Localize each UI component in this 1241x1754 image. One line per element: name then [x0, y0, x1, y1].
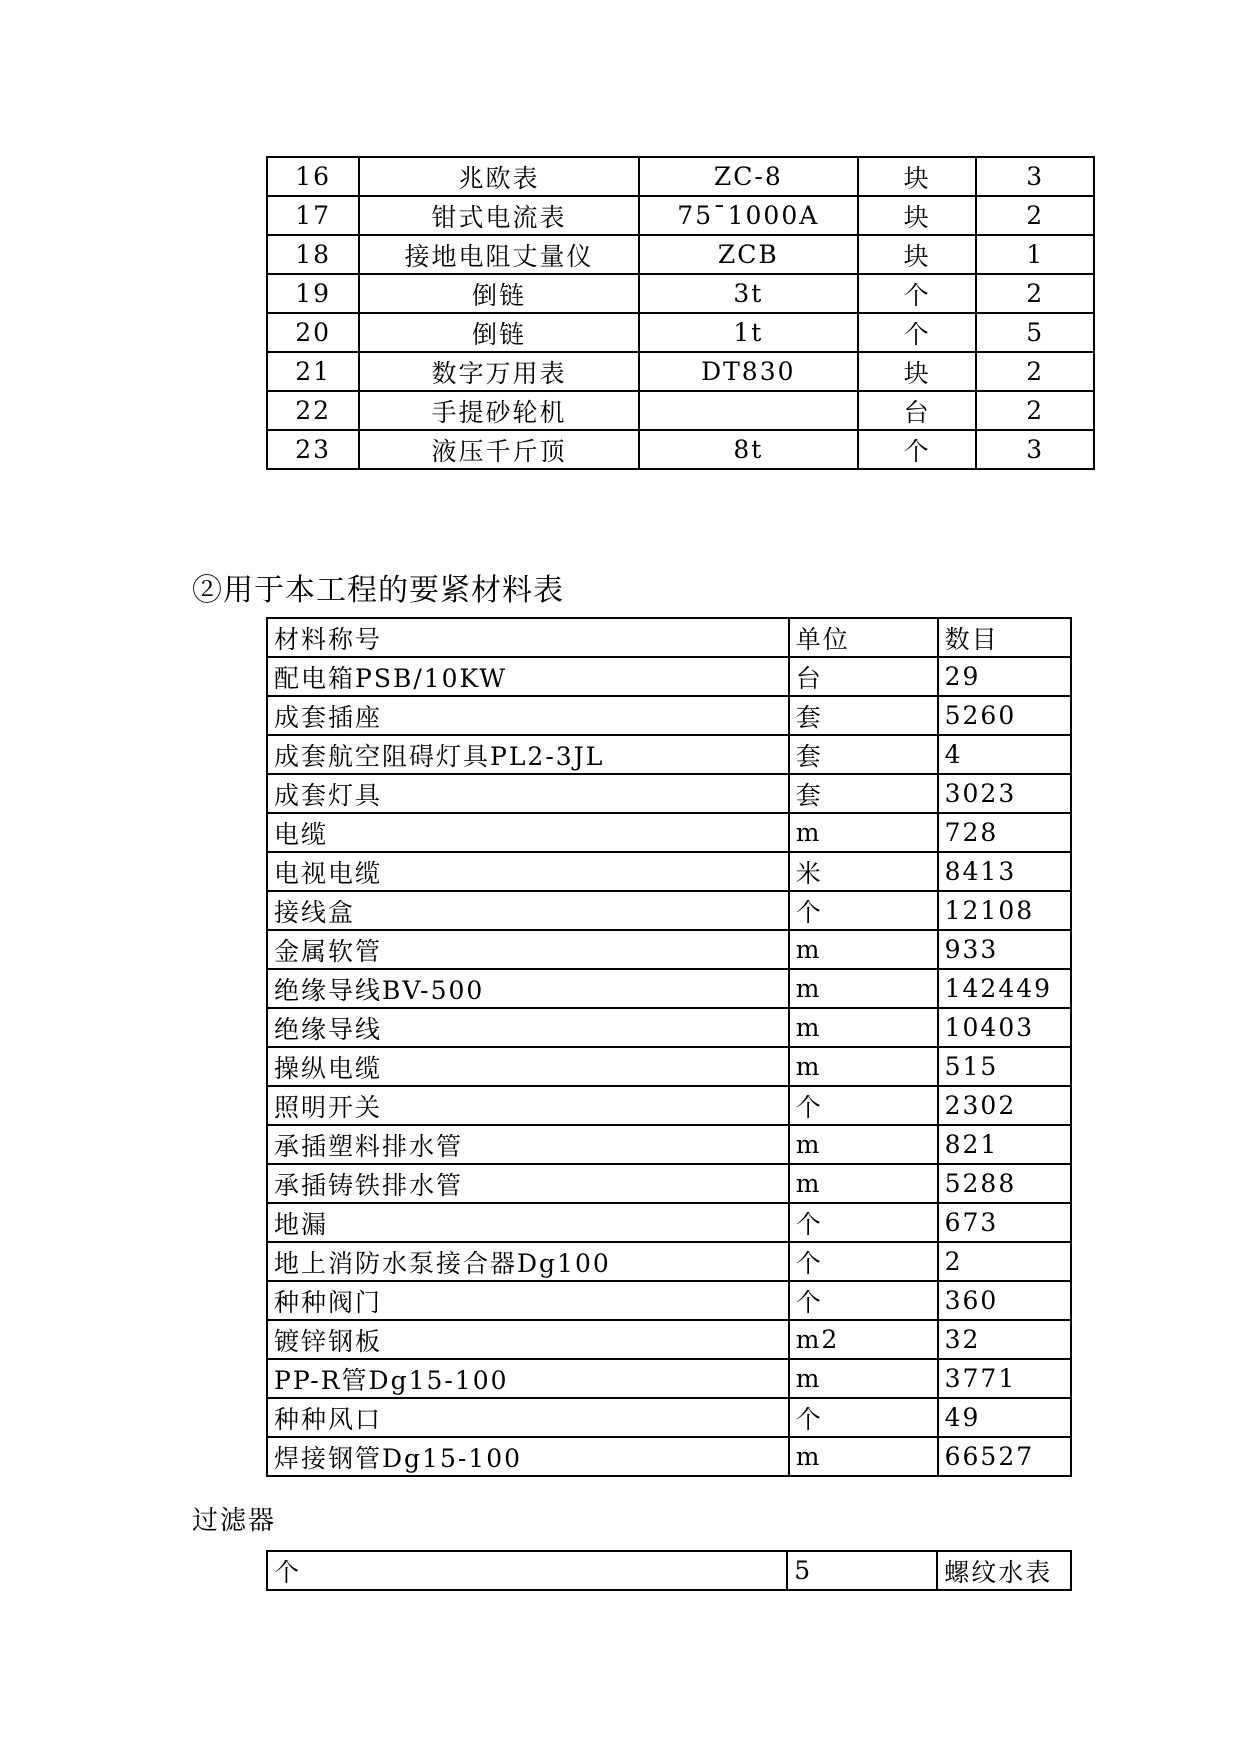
tool-name: 接地电阻丈量仪: [359, 235, 639, 274]
material-name: 电视电缆: [267, 852, 789, 891]
tool-unit: 个: [858, 313, 977, 352]
table-row: [267, 391, 1094, 430]
tool-spec: 1t: [639, 313, 858, 352]
table-row: [267, 235, 1094, 274]
table-row: [267, 1047, 1071, 1086]
material-qty: 728: [938, 813, 1071, 852]
tool-spec: 8t: [639, 430, 858, 469]
table-row: [267, 1398, 1071, 1437]
material-qty: 933: [938, 930, 1071, 969]
tool-qty: 2: [976, 196, 1094, 235]
material-name: 承插铸铁排水管: [267, 1164, 789, 1203]
material-name: 承插塑料排水管: [267, 1125, 789, 1164]
material-qty: 32: [938, 1320, 1071, 1359]
material-name: 焊接钢管Dg15-100: [267, 1437, 789, 1476]
table-row: [267, 352, 1094, 391]
material-unit: m: [789, 969, 938, 1008]
material-qty: 8413: [938, 852, 1071, 891]
material-qty: 2: [938, 1242, 1071, 1281]
material-unit: m: [789, 930, 938, 969]
extra-table: [266, 1550, 1072, 1591]
tool-no: 16: [267, 157, 359, 196]
material-unit: 台: [789, 657, 938, 696]
tool-name: 钳式电流表: [359, 196, 639, 235]
table-row: [267, 1359, 1071, 1398]
tool-unit: 个: [858, 430, 977, 469]
tool-unit: 个: [858, 274, 977, 313]
material-qty: 673: [938, 1203, 1071, 1242]
material-unit: m: [789, 1008, 938, 1047]
material-unit: 套: [789, 774, 938, 813]
tool-qty: 2: [976, 352, 1094, 391]
material-qty: 360: [938, 1281, 1071, 1320]
header-unit: 单位: [789, 618, 938, 657]
table-row: [267, 1437, 1071, 1476]
table-header-row: [267, 618, 1071, 657]
tool-qty: 3: [976, 430, 1094, 469]
tool-qty: 3: [976, 157, 1094, 196]
material-name: 接线盒: [267, 891, 789, 930]
tool-qty: 5: [976, 313, 1094, 352]
table-row: [267, 891, 1071, 930]
table-row: [267, 430, 1094, 469]
material-name: 绝缘导线BV-500: [267, 969, 789, 1008]
table-row: [267, 157, 1094, 196]
material-name: 成套灯具: [267, 774, 789, 813]
table-row: [267, 696, 1071, 735]
tool-spec: [639, 391, 858, 430]
material-qty: 10403: [938, 1008, 1071, 1047]
material-qty: 5260: [938, 696, 1071, 735]
material-qty: 4: [938, 735, 1071, 774]
material-qty: 821: [938, 1125, 1071, 1164]
table-row: [267, 274, 1094, 313]
tool-name: 液压千斤顶: [359, 430, 639, 469]
tool-qty: 1: [976, 235, 1094, 274]
tool-spec: ZC-8: [639, 157, 858, 196]
material-qty: 29: [938, 657, 1071, 696]
material-unit: m: [789, 1359, 938, 1398]
material-name: 种种风口: [267, 1398, 789, 1437]
material-name: 金属软管: [267, 930, 789, 969]
material-unit: 个: [789, 1203, 938, 1242]
material-unit: 套: [789, 735, 938, 774]
material-name: 照明开关: [267, 1086, 789, 1125]
tool-spec: 3t: [639, 274, 858, 313]
material-unit: m: [789, 1125, 938, 1164]
material-name: 成套航空阻碍灯具PL2-3JL: [267, 735, 789, 774]
table-row: [267, 657, 1071, 696]
tool-name: 兆欧表: [359, 157, 639, 196]
table-row: [267, 1164, 1071, 1203]
tools-table: [266, 156, 1095, 470]
table-row: [267, 1281, 1071, 1320]
materials-table: [266, 617, 1072, 1477]
material-name: 操纵电缆: [267, 1047, 789, 1086]
material-unit: m2: [789, 1320, 938, 1359]
material-name: 电缆: [267, 813, 789, 852]
material-qty: 142449: [938, 969, 1071, 1008]
material-unit: 个: [789, 1242, 938, 1281]
tool-no: 19: [267, 274, 359, 313]
material-qty: 66527: [938, 1437, 1071, 1476]
table-row: [267, 1551, 1071, 1590]
tool-no: 17: [267, 196, 359, 235]
tool-no: 18: [267, 235, 359, 274]
material-unit: 个: [789, 1086, 938, 1125]
extra-cell-unit: 个: [267, 1551, 787, 1590]
tool-unit: 块: [858, 235, 977, 274]
table-row: [267, 196, 1094, 235]
material-unit: m: [789, 1164, 938, 1203]
table-row: [267, 852, 1071, 891]
table-row: [267, 1320, 1071, 1359]
tool-no: 20: [267, 313, 359, 352]
material-unit: 个: [789, 1398, 938, 1437]
material-qty: 2302: [938, 1086, 1071, 1125]
tool-qty: 2: [976, 274, 1094, 313]
table-row: [267, 1242, 1071, 1281]
material-qty: 5288: [938, 1164, 1071, 1203]
material-qty: 3771: [938, 1359, 1071, 1398]
material-qty: 3023: [938, 774, 1071, 813]
table-row: [267, 1203, 1071, 1242]
material-name: 镀锌钢板: [267, 1320, 789, 1359]
material-unit: m: [789, 1047, 938, 1086]
material-unit: 个: [789, 891, 938, 930]
header-name: 材料称号: [267, 618, 789, 657]
tool-unit: 台: [858, 391, 977, 430]
tool-no: 22: [267, 391, 359, 430]
material-name: 地漏: [267, 1203, 789, 1242]
material-qty: 515: [938, 1047, 1071, 1086]
material-qty: 49: [938, 1398, 1071, 1437]
material-name: 绝缘导线: [267, 1008, 789, 1047]
table-row: [267, 1125, 1071, 1164]
tool-qty: 2: [976, 391, 1094, 430]
table-row: [267, 313, 1094, 352]
material-name: PP-R管Dg15-100: [267, 1359, 789, 1398]
material-name: 种种阀门: [267, 1281, 789, 1320]
material-unit: 套: [789, 696, 938, 735]
tool-name: 数字万用表: [359, 352, 639, 391]
tool-spec: ZCB: [639, 235, 858, 274]
table-row: [267, 930, 1071, 969]
table-row: [267, 1086, 1071, 1125]
material-unit: m: [789, 813, 938, 852]
tool-unit: 块: [858, 157, 977, 196]
table-row: [267, 735, 1071, 774]
extra-cell-qty: 5: [787, 1551, 937, 1590]
tool-spec: 75¯1000A: [639, 196, 858, 235]
tool-no: 23: [267, 430, 359, 469]
tool-no: 21: [267, 352, 359, 391]
material-unit: 米: [789, 852, 938, 891]
table-row: [267, 774, 1071, 813]
table-row: [267, 813, 1071, 852]
extra-cell-name: 螺纹水表: [937, 1551, 1071, 1590]
tool-unit: 块: [858, 352, 977, 391]
section-title: ②用于本工程的要紧材料表: [192, 573, 564, 608]
tool-name: 倒链: [359, 274, 639, 313]
filter-label: 过滤器: [192, 1506, 277, 1536]
table-row: [267, 969, 1071, 1008]
tool-name: 倒链: [359, 313, 639, 352]
material-name: 成套插座: [267, 696, 789, 735]
material-unit: 个: [789, 1281, 938, 1320]
table-row: [267, 1008, 1071, 1047]
tool-name: 手提砂轮机: [359, 391, 639, 430]
tool-spec: DT830: [639, 352, 858, 391]
material-name: 地上消防水泵接合器Dg100: [267, 1242, 789, 1281]
header-qty: 数目: [938, 618, 1071, 657]
material-name: 配电箱PSB/10KW: [267, 657, 789, 696]
material-qty: 12108: [938, 891, 1071, 930]
material-unit: m: [789, 1437, 938, 1476]
tool-unit: 块: [858, 196, 977, 235]
